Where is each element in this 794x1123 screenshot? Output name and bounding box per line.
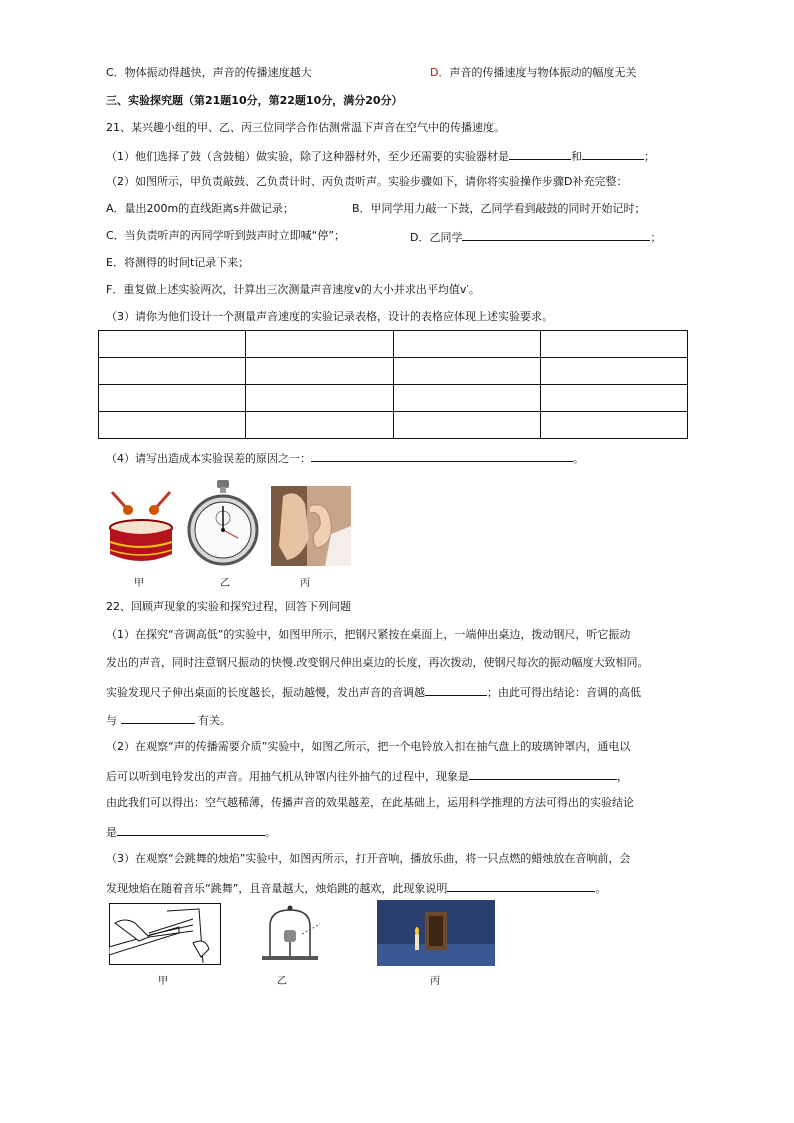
q21-step-d xyxy=(410,229,661,245)
ruler-on-table-icon xyxy=(109,904,221,965)
drum-icon xyxy=(110,520,172,561)
q20-option-c: C．物体振动得越快，声音的传播速度越大 xyxy=(106,66,312,79)
ear-icon xyxy=(271,486,351,566)
q22-part1-line3-text: 实验发现尺子伸出桌面的长度越长，振动越慢，发出声音的音调越 xyxy=(106,686,425,699)
table-cell[interactable] xyxy=(540,358,687,385)
table-row xyxy=(99,412,688,439)
table-cell[interactable] xyxy=(246,331,393,358)
bell-jar-figure xyxy=(258,904,324,966)
candle-speaker-icon xyxy=(377,900,495,966)
table-cell[interactable] xyxy=(393,331,540,358)
figure-caption: 甲 xyxy=(158,976,168,987)
figure-caption: 丙 xyxy=(300,578,310,589)
stopwatch-figure xyxy=(186,478,260,570)
figure-caption: 乙 xyxy=(277,976,287,987)
q22-part2-line2 xyxy=(106,768,628,784)
q22-part2-line2-text: 后可以听到电铃发出的声音。用抽气机从钟罩内往外抽气的过程中，现象是 xyxy=(106,770,469,783)
q21-step-a: A．量出200m的直线距离s并做记录； xyxy=(106,202,294,215)
answer-blank[interactable] xyxy=(447,880,595,892)
q21-part4 xyxy=(106,450,584,466)
stopwatch-icon xyxy=(189,480,257,564)
table-cell[interactable] xyxy=(99,385,246,412)
q21-part1-end: ； xyxy=(644,150,655,163)
q21-step-d-text: D．乙同学 xyxy=(410,231,463,244)
q21-part4-text: （4）请写出造成本实验误差的原因之一： xyxy=(106,452,311,465)
q22-part1-line4-text: 与 xyxy=(106,714,117,727)
q22-part1-line1: （1）在探究“音调高低”的实验中，如图甲所示，把钢尺紧按在桌面上，一端伸出桌边，拨动钢尺，听它振动 xyxy=(106,628,631,641)
q20-option-d xyxy=(430,66,636,80)
table-cell[interactable] xyxy=(393,385,540,412)
table-row xyxy=(99,358,688,385)
q22-part1-line3 xyxy=(106,684,641,700)
q21-part1 xyxy=(106,148,655,164)
q21-part1-text: （1）他们选择了鼓（含鼓槌）做实验，除了这种器材外，至少还需要的实验器材是 xyxy=(106,150,509,163)
table-cell[interactable] xyxy=(99,412,246,439)
drum-figure xyxy=(104,488,178,568)
answer-blank[interactable] xyxy=(311,450,573,462)
answer-blank[interactable] xyxy=(425,684,487,696)
drumstick-icon xyxy=(112,492,133,515)
q22-part2-line2-end: ， xyxy=(617,770,628,783)
q21-part2: （2）如图所示，甲负责敲鼓、乙负责计时、丙负责听声。实验步骤如下，请你将实验操作步骤D补充完整： xyxy=(106,175,628,188)
q22-part3-line1: （3）在观察“会跳舞的烛焰”实验中，如图丙所示，打开音响，播放乐曲，将一只点燃的蜡烛放在音响前，会 xyxy=(106,852,631,865)
table-cell[interactable] xyxy=(393,358,540,385)
answer-blank[interactable] xyxy=(117,824,265,836)
q22-part2-line4-end: 。 xyxy=(265,826,276,839)
answer-blank[interactable] xyxy=(509,148,571,160)
record-table[interactable] xyxy=(98,330,688,439)
answer-blank[interactable] xyxy=(121,712,195,724)
table-cell[interactable] xyxy=(540,385,687,412)
q22-part2-line4 xyxy=(106,824,276,840)
figure-caption: 丙 xyxy=(430,976,440,987)
q22-stem: 22、回顾声现象的实验和探究过程，回答下列问题 xyxy=(106,600,351,613)
q22-part1-line2: 发出的声音，同时注意钢尺振动的快慢.改变钢尺伸出桌边的长度，再次拨动，使钢尺每次的振动幅度大致相同。 xyxy=(106,656,649,669)
q21-stem: 21、某兴趣小组的甲、乙、丙三位同学合作估测常温下声音在空气中的传播速度。 xyxy=(106,121,505,134)
candle-figure xyxy=(377,900,495,966)
q21-part1-and: 和 xyxy=(571,150,582,163)
table-row xyxy=(99,331,688,358)
q20-option-d-label: D． xyxy=(430,66,450,79)
section-title: 三、实验探究题（第21题10分，第22题10分，满分20分） xyxy=(106,94,403,107)
table-cell[interactable] xyxy=(540,412,687,439)
q22-part2-line1: （2）在观察“声的传播需要介质”实验中，如图乙所示，把一个电铃放入扣在抽气盘上的玻璃钟罩内，通电以 xyxy=(106,740,631,753)
figure-caption: 乙 xyxy=(220,578,230,589)
bell-jar-icon xyxy=(262,906,320,961)
q21-step-d-end: ； xyxy=(650,231,662,244)
q21-step-e: E．将测得的时间t记录下来； xyxy=(106,256,250,269)
ear-figure xyxy=(271,486,351,566)
q22-part1-line4 xyxy=(106,712,231,728)
answer-blank[interactable] xyxy=(469,768,617,780)
q22-part1-line4-end: 有关。 xyxy=(198,714,231,727)
q22-part2-line4-text: 是 xyxy=(106,826,117,839)
q21-step-f: F．重复做上述实验两次，计算出三次测量声音速度v的大小并求出平均值v′。 xyxy=(106,283,480,296)
q22-part3-line2-text: 发现烛焰在随着音乐“跳舞”，且音量越大，烛焰跳的越欢，此现象说明 xyxy=(106,882,448,895)
table-cell[interactable] xyxy=(540,331,687,358)
ruler-figure xyxy=(109,903,221,965)
table-cell[interactable] xyxy=(99,331,246,358)
answer-blank[interactable] xyxy=(462,229,650,241)
table-cell[interactable] xyxy=(246,358,393,385)
q22-part2-line3: 由此我们可以得出：空气越稀薄，传播声音的效果越差，在此基础上，运用科学推理的方法可得出的实验结论 xyxy=(106,796,634,809)
table-cell[interactable] xyxy=(246,385,393,412)
answer-blank[interactable] xyxy=(582,148,644,160)
q22-part3-line2-end: 。 xyxy=(595,882,607,895)
q21-part3: （3）请你为他们设计一个测量声音速度的实验记录表格，设计的表格应体现上述实验要求。 xyxy=(106,310,553,323)
q21-step-b: B．甲同学用力敲一下鼓，乙同学看到敲鼓的同时开始记时； xyxy=(352,202,646,215)
table-cell[interactable] xyxy=(99,358,246,385)
table-cell[interactable] xyxy=(246,412,393,439)
table-row xyxy=(99,385,688,412)
q22-part3-line2 xyxy=(106,880,606,896)
table-cell[interactable] xyxy=(393,412,540,439)
q21-part4-end: 。 xyxy=(573,452,584,465)
figure-caption: 甲 xyxy=(134,578,144,589)
drumstick-icon xyxy=(149,492,170,515)
q21-step-c: C．当负责听声的丙同学听到鼓声时立即喊“停”； xyxy=(106,229,346,242)
q22-part1-line3-end: ；由此可得出结论：音调的高低 xyxy=(487,686,641,699)
q20-option-d-text: 声音的传播速度与物体振动的幅度无关 xyxy=(449,66,637,79)
